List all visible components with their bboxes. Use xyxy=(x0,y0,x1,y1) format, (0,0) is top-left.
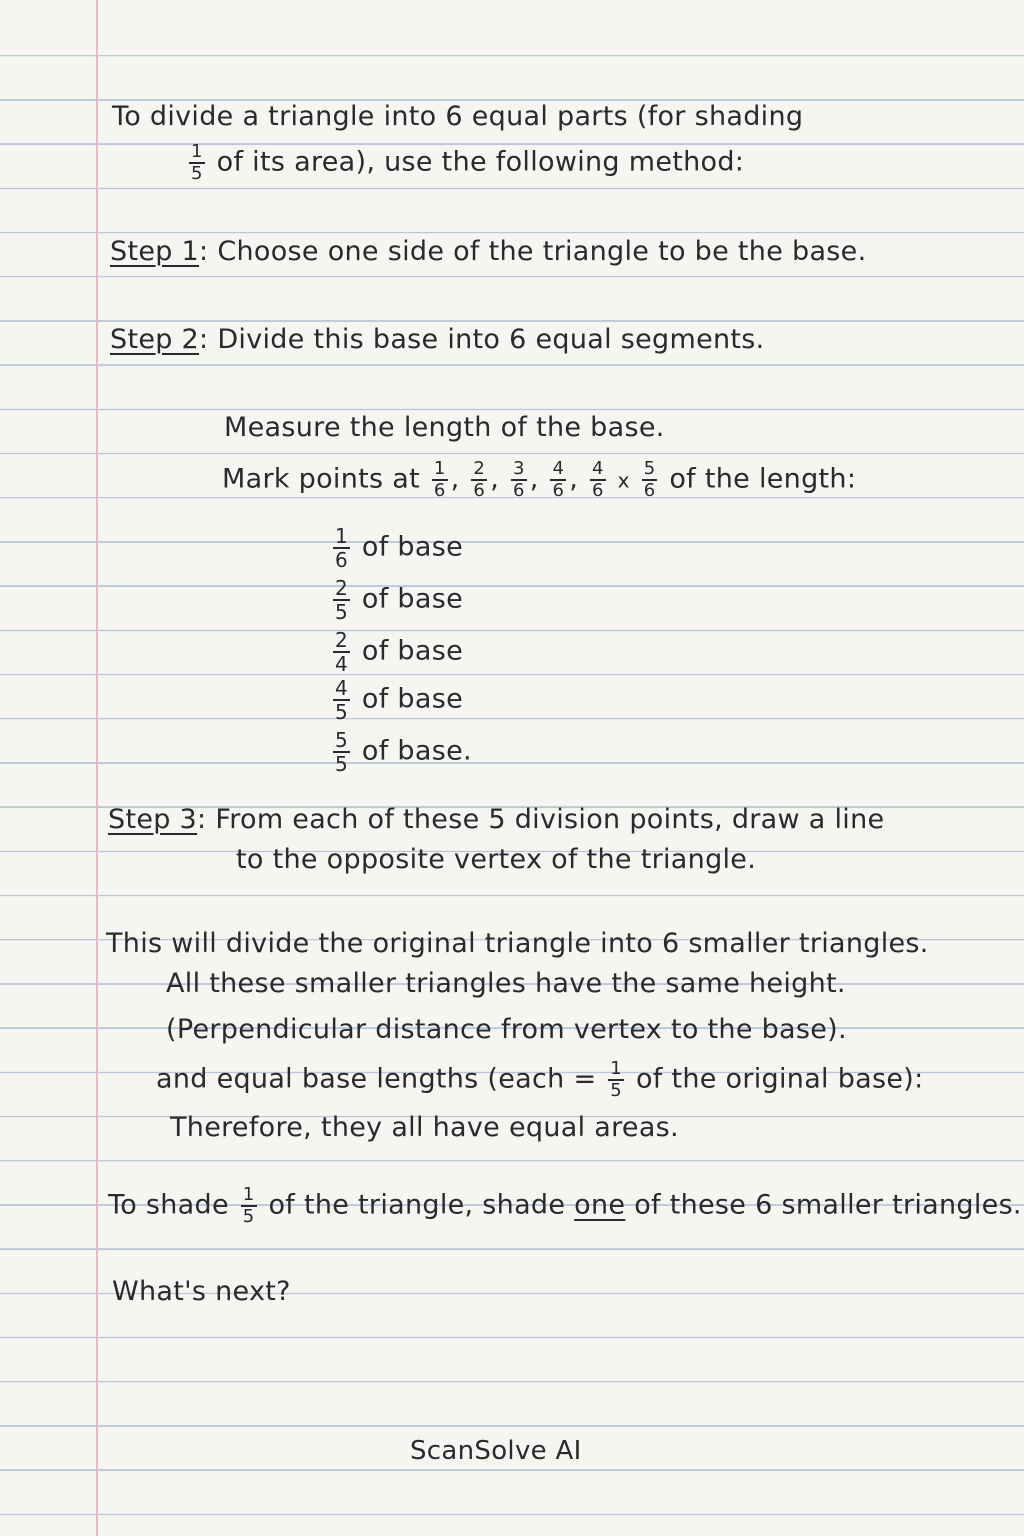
list-item: $\frac{4}{5}$ of base xyxy=(335,676,463,724)
step-1-text: : Choose one side of the triangle to be the base. xyxy=(199,236,867,267)
list-item: $\frac{5}{5}$ of base. xyxy=(335,728,472,776)
step-3-text: : From each of these 5 division points, draw a line xyxy=(197,804,885,835)
step-2 xyxy=(110,324,765,355)
intro-line-1: To divide a triangle into 6 equal parts (for shading xyxy=(112,101,804,132)
list-item: $\frac{2}{4}$ of base xyxy=(335,628,463,676)
watermark: ScanSolve AI xyxy=(410,1436,582,1466)
margin-line xyxy=(96,0,98,1536)
fraction: $\frac{1}{5}$ xyxy=(191,141,203,184)
step-3-line-2: to the opposite vertex of the triangle. xyxy=(236,844,757,875)
whats-next: What's next? xyxy=(112,1276,291,1307)
step-2-mark-points: Mark points at $\frac{1}{6}$ , $\frac{2}{6}$ , $\frac{3}{6}$ , $\frac{4}{6}$ , $\frac{4}{6}$ x $\frac{5}{6}$ of the length: xyxy=(222,458,857,501)
list-item: $\frac{2}{5}$ of base xyxy=(335,576,463,624)
step-1-label: Step 1 xyxy=(110,236,200,267)
conclusion-line-5: Therefore, they all have equal areas. xyxy=(170,1112,679,1143)
list-item: $\frac{1}{6}$ of base xyxy=(335,524,463,572)
step-3 xyxy=(108,804,884,835)
conclusion-line-4: and equal base lengths (each = $\frac{1}{5}$ of the original base): xyxy=(156,1058,924,1101)
intro-line-2: $\frac{1}{5}$ of its area), use the following method: xyxy=(191,141,745,184)
emphasis-one: one xyxy=(574,1189,626,1221)
step-3-label: Step 3 xyxy=(108,804,198,835)
conclusion-line-3: (Perpendicular distance from vertex to the base). xyxy=(166,1014,847,1045)
conclusion-line-1: This will divide the original triangle into 6 smaller triangles. xyxy=(106,928,929,959)
step-2-measure: Measure the length of the base. xyxy=(224,412,665,443)
step-1 xyxy=(110,236,866,267)
shade-instruction: To shade $\frac{1}{5}$ of the triangle, shade one of these 6 smaller triangles. xyxy=(108,1184,1022,1227)
step-2-label: Step 2 xyxy=(110,324,200,355)
step-2-text: : Divide this base into 6 equal segments. xyxy=(199,324,765,355)
conclusion-line-2: All these smaller triangles have the same height. xyxy=(166,968,846,999)
